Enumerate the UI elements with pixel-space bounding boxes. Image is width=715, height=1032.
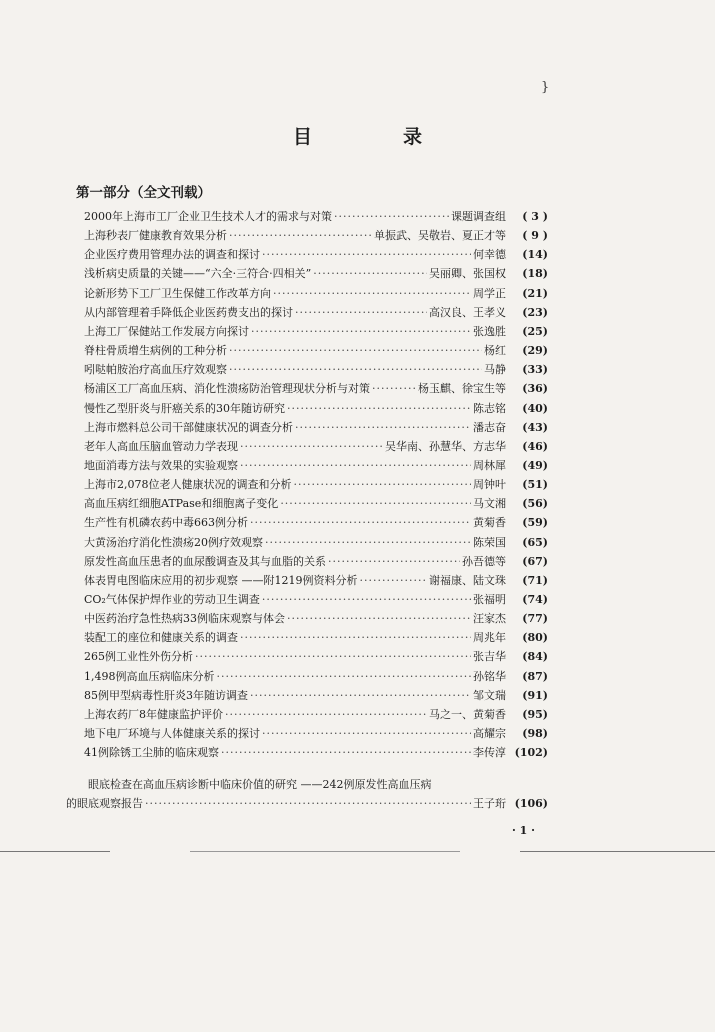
toc-entry (84, 744, 548, 762)
toc-entry-page: (56) (522, 497, 548, 511)
leader-dots (250, 514, 471, 532)
toc-entry (84, 706, 548, 724)
toc-entry-page: (21) (522, 286, 548, 300)
toc-entry-continued-line1: 眼底检查在高血压病诊断中临床价值的研究 ——242例原发性高血压病 (88, 778, 432, 791)
page-number: · 1 · (512, 824, 535, 837)
toc-entry-author: 张吉华 (473, 650, 506, 664)
leader-dots (221, 744, 471, 762)
toc-entry-author: 张逸胜 (473, 324, 506, 338)
toc-entry-title: 上海市燃料总公司干部健康状况的调查分析 (84, 420, 293, 434)
scan-line-middle (190, 851, 460, 852)
leader-dots (229, 361, 482, 379)
toc-entry-page: (18) (522, 267, 548, 281)
toc-entry-title: 慢性乙型肝炎与肝癌关系的30年随访研究 (84, 401, 285, 415)
leader-dots (225, 706, 427, 724)
toc-entry (84, 476, 548, 494)
toc-entry-page: (46) (522, 439, 548, 453)
toc-entry (84, 514, 548, 532)
toc-entry (84, 400, 548, 418)
page-title: 目 录 (292, 126, 458, 148)
toc-entry-author: 周林犀 (473, 458, 506, 472)
toc-entry-page: (87) (522, 669, 548, 683)
toc-entry-page: (25) (522, 324, 548, 338)
toc-entry-page: ( 3 ) (522, 210, 548, 223)
toc-entry-title: 装配工的座位和健康关系的调查 (84, 631, 238, 645)
toc-entry-author: 陈荣国 (473, 535, 506, 549)
leader-dots (262, 591, 471, 609)
toc-entry (84, 534, 548, 552)
leader-dots (360, 572, 428, 590)
toc-entry (84, 572, 548, 590)
toc-entry-author: 单振武、吴敬岩、夏正才等 (374, 229, 506, 243)
corner-mark: } (541, 80, 550, 95)
toc-entry-title: 的眼底观察报告 (66, 797, 143, 810)
leader-dots (240, 457, 471, 475)
toc-entry (84, 725, 548, 743)
toc-entry-page: (95) (522, 707, 548, 721)
toc-entry-author: 谢福康、陆文珠 (429, 573, 506, 587)
toc-entry-title: CO₂气体保护焊作业的劳动卫生调查 (84, 593, 260, 606)
leader-dots (250, 687, 471, 705)
toc-entry (84, 668, 548, 686)
toc-entry-page: (91) (522, 688, 548, 702)
toc-entry-author: 张福明 (473, 593, 506, 606)
toc-entry (84, 304, 548, 322)
leader-dots (295, 419, 471, 437)
toc-entry-page: (59) (522, 516, 548, 530)
toc-entry-author: 课题调查组 (451, 210, 506, 223)
toc-entry-author: 李传淳 (473, 746, 506, 760)
toc-entry-page: (74) (522, 593, 548, 606)
toc-entry-author: 汪家杰 (473, 612, 506, 626)
toc-entry-page: (98) (522, 727, 548, 741)
toc-entry-page: (71) (522, 573, 548, 587)
toc-entry-page: (102) (514, 746, 548, 760)
leader-dots (295, 304, 427, 322)
toc-entry (84, 265, 548, 283)
toc-entry-author: 黄菊香 (473, 516, 506, 530)
toc-entry-title: 论新形势下工厂卫生保健工作改革方向 (84, 286, 271, 300)
toc-entry-title: 体表胃电图临床应用的初步观察 ——附1219例资料分析 (84, 573, 358, 587)
toc-entry-title: 上海市2,078位老人健康状况的调查和分析 (84, 478, 292, 492)
leader-dots (229, 227, 372, 245)
toc-entry-title: 大黄汤治疗消化性溃疡20例疗效观察 (84, 535, 263, 549)
toc-entry-author: 马文湘 (473, 497, 506, 511)
toc-entry (84, 438, 548, 456)
toc-entry-title: 2000年上海市工厂企业卫生技术人才的需求与对策 (84, 210, 332, 223)
toc-entry (84, 553, 548, 571)
leader-dots (334, 208, 449, 226)
leader-dots (280, 495, 471, 513)
toc-entry-author: 高汉良、王孝义 (429, 305, 506, 319)
toc-entry-title: 老年人高血压脑血管动力学表现 (84, 439, 238, 453)
toc-entry-title: 地面消毒方法与效果的实验观察 (84, 458, 238, 472)
toc-entry-page: (43) (522, 420, 548, 434)
leader-dots (229, 342, 482, 360)
toc-entry-author: 杨红 (484, 344, 506, 358)
toc-entry-page: (51) (522, 478, 548, 492)
toc-entry (84, 610, 548, 628)
toc-entry-title: 上海秒表厂健康教育效果分析 (84, 229, 227, 243)
toc-entry (84, 687, 548, 705)
toc-entry (84, 629, 548, 647)
toc-entry-title: 脊柱骨质增生病例的工种分析 (84, 344, 227, 358)
toc-entry-title: 1,498例高血压病临床分析 (84, 669, 215, 683)
toc-entry-author: 孙吾德等 (462, 554, 506, 568)
toc-entry (84, 227, 548, 245)
toc-entry-page: ( 9 ) (522, 229, 548, 243)
leader-dots (262, 246, 471, 264)
toc-entry-author: 周学正 (473, 286, 506, 300)
toc-entry (84, 419, 548, 437)
toc-entry-title: 从内部管理着手降低企业医药费支出的探讨 (84, 305, 293, 319)
toc-entry-title: 生产性有机磷农药中毒663例分析 (84, 516, 248, 530)
leader-dots (251, 323, 471, 341)
leader-dots (240, 438, 383, 456)
leader-dots (372, 380, 416, 398)
toc-entry-continued (66, 795, 548, 813)
leader-dots (195, 648, 471, 666)
toc-entry-title: 原发性高血压患者的血尿酸调查及其与血脂的关系 (84, 554, 326, 568)
toc-entry-page: (65) (522, 535, 548, 549)
toc-entry-title: 41例除锈工尘肺的临床观察 (84, 746, 219, 760)
toc-entry-title: 企业医疗费用管理办法的调查和探讨 (84, 248, 260, 262)
leader-dots (145, 795, 471, 813)
toc-entry (84, 380, 548, 398)
toc-entry-author: 邹文瑞 (473, 688, 506, 702)
leader-dots (294, 476, 472, 494)
toc-entry-page: (14) (522, 248, 548, 262)
toc-entry-title: 杨浦区工厂高血压病、消化性溃疡防治管理现状分析与对策 (84, 382, 370, 396)
leader-dots (217, 668, 472, 686)
toc-entry-author: 马静 (484, 363, 506, 377)
leader-dots (262, 725, 471, 743)
toc-entry-title: 85例甲型病毒性肝炎3年随访调查 (84, 688, 248, 702)
toc-entry-title: 地下电厂环境与人体健康关系的探讨 (84, 727, 260, 741)
toc-entry-title: 中医药治疗急性热病33例临床观察与体会 (84, 612, 285, 626)
toc-entry-author: 马之一、黄菊香 (429, 707, 506, 721)
toc-entry-author: 吴丽卿、张国权 (429, 267, 506, 281)
leader-dots (313, 265, 427, 283)
toc-entry-page: (29) (522, 344, 548, 358)
toc-entry (84, 648, 548, 666)
section-heading: 第一部分（全文刊载） (76, 185, 211, 201)
leader-dots (273, 285, 471, 303)
leader-dots (240, 629, 471, 647)
toc-entry-page: (84) (522, 650, 548, 664)
toc-entry-author: 潘志奋 (473, 420, 506, 434)
toc-entry-author: 高耀宗 (473, 727, 506, 741)
leader-dots (328, 553, 460, 571)
toc-entry-page: (80) (522, 631, 548, 645)
toc-entry (84, 591, 548, 609)
toc-entry-page: (77) (522, 612, 548, 626)
toc-entry-title: 265例工业性外伤分析 (84, 650, 193, 664)
toc-entry (84, 361, 548, 379)
toc-entry-title: 上海农药厂8年健康监护评价 (84, 707, 223, 721)
toc-entry-author: 王子珩 (473, 797, 506, 810)
toc-entry-title: 上海工厂保健站工作发展方向探讨 (84, 324, 249, 338)
toc-entry-title: 吲哒帕胺治疗高血压疗效观察 (84, 363, 227, 377)
toc-entry (84, 285, 548, 303)
toc-entry (84, 457, 548, 475)
toc-entry-author: 陈志铭 (473, 401, 506, 415)
toc-entry-author: 周钟叶 (473, 478, 506, 492)
toc-entry-page: (40) (522, 401, 548, 415)
toc-entry-author: 杨玉麒、徐宝生等 (418, 382, 506, 396)
toc-entry (84, 323, 548, 341)
toc-entry-page: (106) (514, 797, 548, 810)
scan-line-left (0, 851, 110, 852)
toc-entry (84, 208, 548, 226)
toc-entry-author: 周兆年 (473, 631, 506, 645)
toc-entry (84, 495, 548, 513)
toc-entry-page: (23) (522, 305, 548, 319)
toc-entry-page: (36) (522, 382, 548, 396)
toc-entry (84, 246, 548, 264)
leader-dots (265, 534, 471, 552)
toc-entry-title: 浅析病史质量的关键——“六全·三符合·四相关” (84, 267, 312, 281)
toc-entry-page: (33) (522, 363, 548, 377)
toc-entry-author: 何幸德 (473, 248, 506, 262)
leader-dots (287, 610, 471, 628)
scan-line-right (520, 851, 715, 852)
toc-entry-author: 吴华南、孙慧华、方志华 (385, 439, 506, 453)
toc-entry-page: (67) (522, 554, 548, 568)
toc-entry-author: 孙铭华 (473, 669, 506, 683)
toc-entry-title: 高血压病红细胞ATPase和细胞离子变化 (84, 497, 279, 511)
toc-entry (84, 342, 548, 360)
leader-dots (287, 400, 471, 418)
toc-entry-page: (49) (522, 458, 548, 472)
